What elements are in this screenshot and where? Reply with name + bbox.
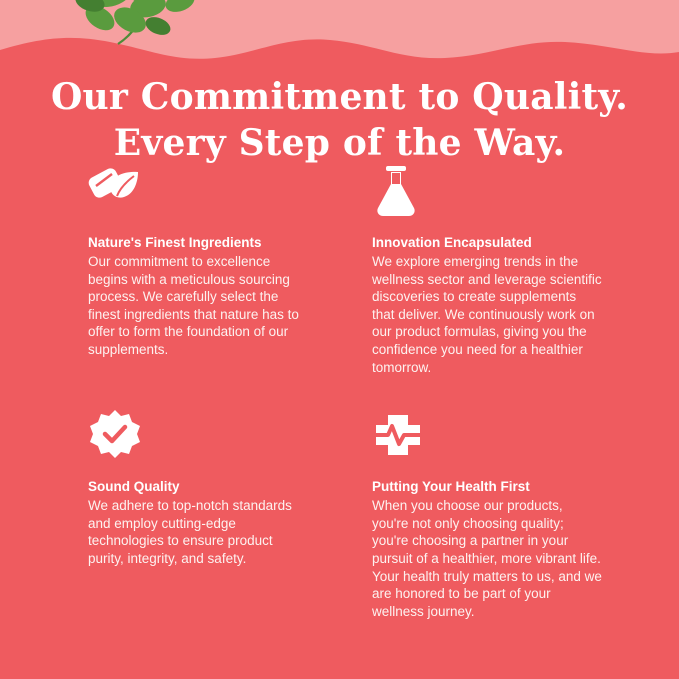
flask-icon	[372, 160, 602, 222]
heartbeat-cross-icon	[372, 404, 602, 466]
feature-body: When you choose our products, you're not only choosing quality; you're choosing a partner in your pursuit of a healthier, more vibrant life. Your health truly matters to us, and we are honored to be part of your wellness journey.	[372, 498, 602, 619]
headline-line-2: Every Step of the Way.	[113, 122, 566, 165]
top-decorative-band	[0, 0, 679, 70]
feature-title: Putting Your Health First	[372, 479, 530, 495]
feature-body: We adhere to top-notch standards and employ cutting-edge technologies to ensure product purity, integrity, and safety.	[88, 498, 292, 566]
feature-grid	[0, 160, 679, 620]
feature-title: Innovation Encapsulated	[372, 235, 532, 250]
feature-item-putting-your-health-first	[0, 404, 602, 620]
feature-body: Our commitment to excellence begins with a meticulous sourcing process. We carefully select the finest ingredients that nature has to offer to form the foundation of our supplements.	[88, 254, 299, 357]
headline-line-1: Our Commitment to Quality.	[50, 76, 629, 119]
feature-body: We explore emerging trends in the wellness sector and leverage scientific discoveries to create supplements that deliver. We continuously work on our product formulas, giving you the confidence you need for a healthier tomorrow.	[372, 254, 602, 375]
page-title	[0, 74, 679, 166]
feature-title: Nature's Finest Ingredients	[88, 235, 262, 250]
feature-item-innovation-encapsulated	[0, 160, 602, 376]
wave-divider-icon	[0, 32, 679, 70]
feature-title: Sound Quality	[88, 479, 180, 495]
